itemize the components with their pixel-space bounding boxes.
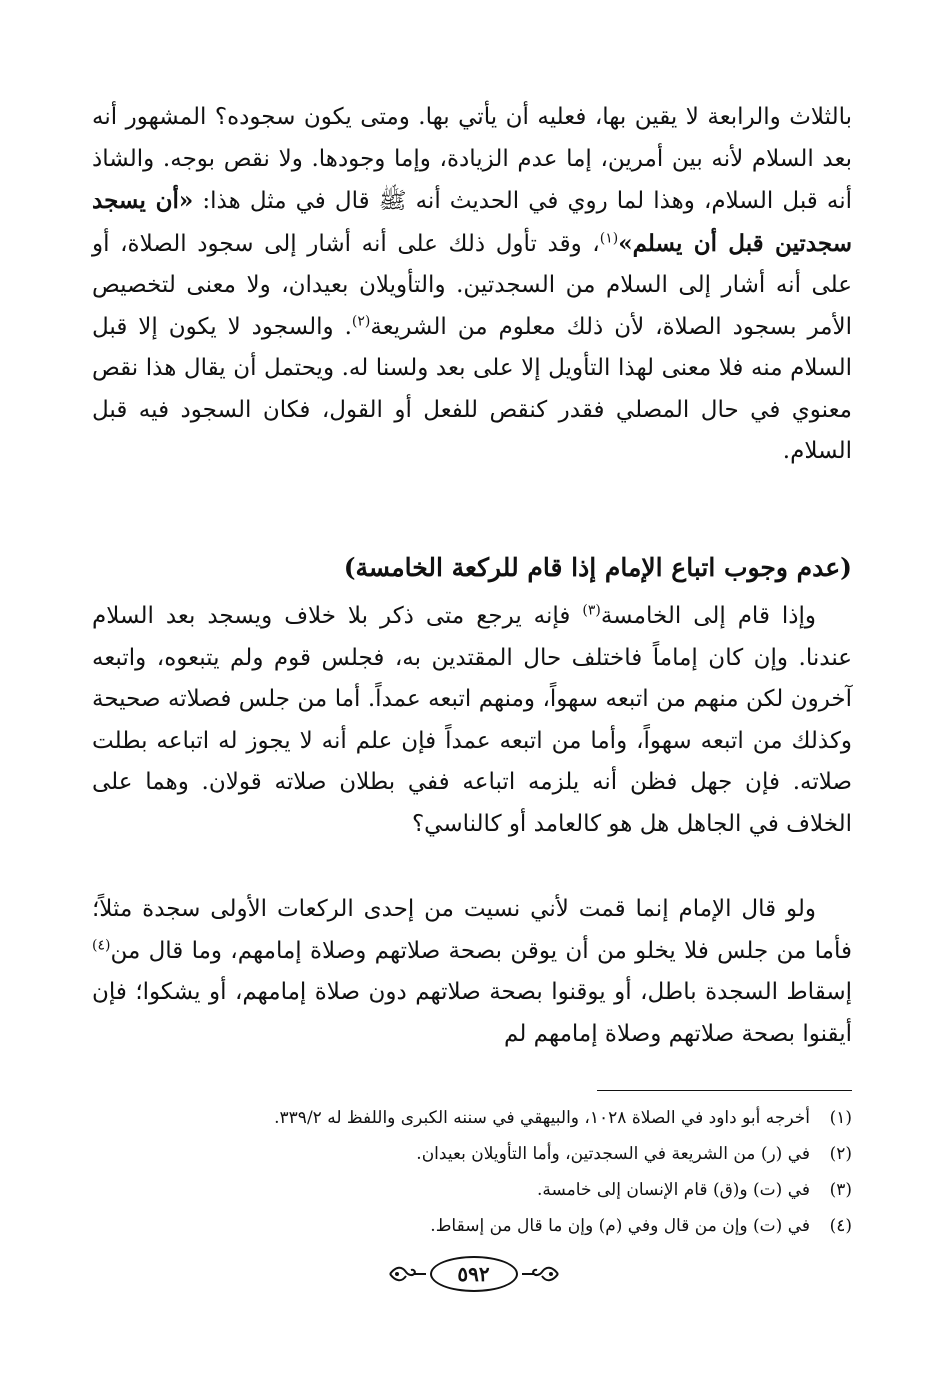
- page-number-area: [0, 1252, 947, 1296]
- footnote-4: [92, 1208, 852, 1244]
- paragraph-3-text-b: إسقاط السجدة باطل، أو يوقنوا بصحة صلاتهم دون صلاة إمامهم، أو يشكوا؛ فإن أيقنوا بصحة صلاتهم وصلاة إمامهم لم: [92, 979, 852, 1047]
- footnote-text: في (ت) وإن من قال وفي (م) وإن ما قال من إسقاط.: [430, 1216, 810, 1236]
- hadith-quote: «أن يسجد سجدتين قبل أن يسلم»: [92, 187, 852, 257]
- footnote-text: في (ر) من الشريعة في السجدتين، وأما التأويلان بعيدان.: [416, 1144, 810, 1164]
- footnote-marker-4: (٤): [92, 936, 111, 953]
- page-number: ٥٩٢: [430, 1256, 518, 1292]
- paragraph-2: [92, 596, 852, 845]
- footnote-text: أخرجه أبو داود في الصلاة ١٠٢٨، والبيهقي في سننه الكبرى واللفظ له ٣٣٩/٢.: [274, 1108, 810, 1128]
- footnote-marker-1: (١): [599, 229, 619, 246]
- footnote-number: (٢): [829, 1144, 852, 1164]
- footnote-text: في (ت) و(ق) قام الإنسان إلى خامسة.: [536, 1180, 810, 1200]
- left-ornament-icon: [388, 1264, 428, 1284]
- paragraph-2-text-b: فإنه يرجع متى ذكر بلا خلاف ويسجد بعد السلام عندنا. وإن كان إماماً فاختلف حال المقتدين به، فجلس قوم ولم يتبعوه، واتبعه آخرون لكن منهم من اتبعه سهواً، ومنهم اتبعه عمداً. أما من جلس فصلاته صحيحة وكذلك من اتبعه سهواً، وأما من اتبعه عمداً فإن علم أنه لا يجوز له اتباعه بطلت صلاته. فإن جهل فظن أنه يلزمه اتباعه ففي بطلان صلاته قولان. وهما على الخلاف في الجاهل هل هو كالعامد أو كالناسي؟: [92, 603, 852, 837]
- section-heading: (عدم وجوب اتباع الإمام إذا قام للركعة الخامسة): [343, 553, 852, 582]
- footnote-marker-2: (٢): [351, 312, 371, 329]
- paragraph-1-text-b: ، وقد تأول ذلك على أنه أشار إلى سجود الصلاة، أو على أنه أشار إلى السلام من السجدتين. والتأويلان بعيدان، ولا معنى لتخصيص الأمر بسجود الصلاة، لأن ذلك معلوم من الشريعة: [92, 230, 853, 340]
- paragraph-2-text-a: وإذا قام إلى الخامسة: [600, 603, 817, 629]
- paragraph-1-text-a: بالثلاث والرابعة لا يقين بها، فعليه أن يأتي بها. ومتى يكون سجوده؟ المشهور أنه بعد السلام لأنه بين أمرين، إما عدم الزيادة، وإما وجودها. ولا نقص بوجه. والشاذ أنه قبل السلام، وهذا لما روي في الحديث أنه ﷺ قال في مثل هذا:: [92, 104, 853, 214]
- right-ornament-icon: [520, 1264, 560, 1284]
- footnotes: [92, 1100, 852, 1244]
- footnote-1: [92, 1100, 852, 1136]
- footnote-3: [92, 1172, 852, 1208]
- paragraph-3-text-a: ولو قال الإمام إنما قمت لأني نسيت من إحدى الركعات الأولى سجدة مثلاً؛ فأما من جلس فلا يخلو من أن يوقن بصحة صلاتهم وصلاة إمامهم، وما قال من: [92, 896, 852, 964]
- footnote-number: (٣): [829, 1180, 852, 1200]
- paragraph-3: [92, 889, 852, 1055]
- footnote-number: (١): [829, 1108, 852, 1128]
- footnote-marker-3: (٣): [582, 602, 601, 619]
- paragraph-1-text-c: . والسجود لا يكون إلا قبل السلام منه فلا معنى لهذا التأويل إلا على بعد ولسنا له. ويحتمل أن يقال هذا نقص معنوي في حال المصلي فقدر كنقص للفعل أو القول، فكان السجود فيه قبل السلام.: [92, 313, 852, 464]
- paragraph-1: [92, 97, 852, 473]
- footnote-2: [92, 1136, 852, 1172]
- footnote-number: (٤): [829, 1216, 852, 1236]
- footnote-separator: [597, 1090, 852, 1091]
